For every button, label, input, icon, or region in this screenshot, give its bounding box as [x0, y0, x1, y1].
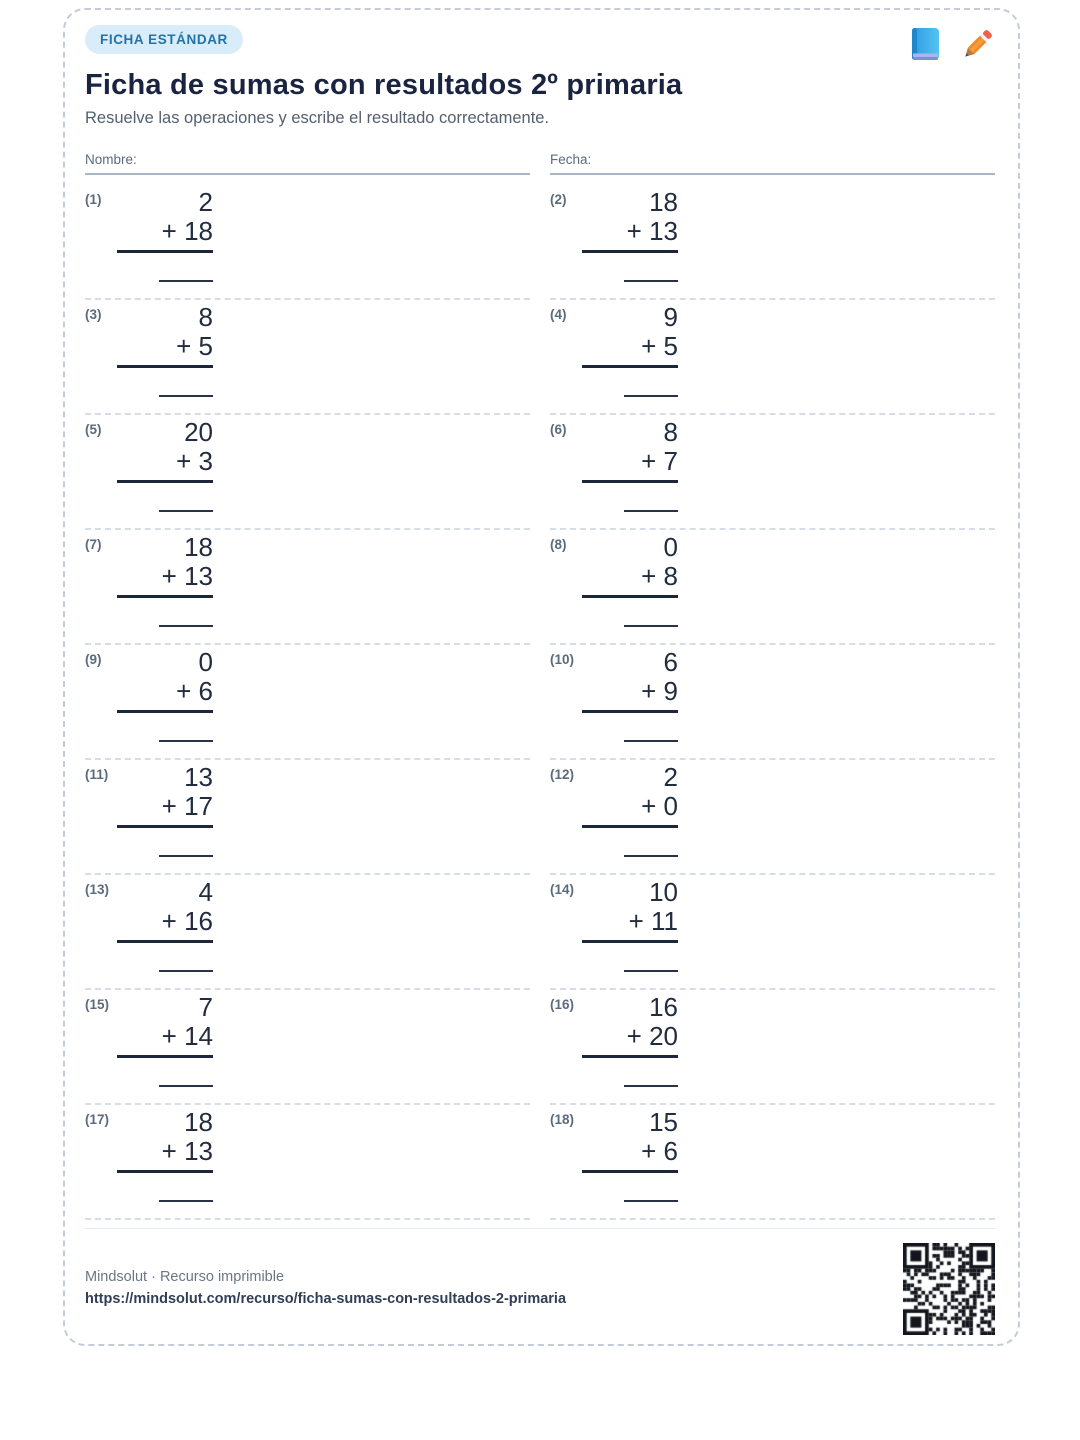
addend-bottom: + 3 [176, 446, 213, 476]
page-title: Ficha de sumas con resultados 2º primaria [85, 69, 683, 101]
problem-number: (13) [85, 882, 110, 897]
pencil-icon [959, 26, 995, 64]
addend-top: 16 [649, 992, 678, 1022]
sum-line [117, 1055, 213, 1058]
addend-bottom: + 7 [641, 446, 678, 476]
problem-number: (7) [85, 537, 102, 552]
problem-number: (17) [85, 1112, 110, 1127]
answer-blank [159, 280, 213, 282]
problem-cell [550, 760, 995, 875]
problem-cell [550, 530, 995, 645]
student-fields [85, 151, 995, 175]
addend-top: 6 [663, 647, 678, 677]
problem-number: (5) [85, 422, 102, 437]
addend-top: 0 [663, 532, 678, 562]
sum-line [582, 710, 678, 713]
addend-bottom: + 5 [641, 331, 678, 361]
answer-blank [624, 510, 678, 512]
addend-bottom: + 18 [161, 216, 213, 246]
problem-cell [85, 990, 530, 1105]
operation-column [85, 645, 213, 742]
answer-blank [624, 1085, 678, 1087]
answer-blank [159, 510, 213, 512]
problem-cell [550, 1105, 995, 1220]
sum-line [582, 1055, 678, 1058]
operation-column [85, 300, 213, 397]
problem-number: (15) [85, 997, 110, 1012]
answer-blank [624, 280, 678, 282]
problem-number: (10) [550, 652, 575, 667]
problem-number: (9) [85, 652, 102, 667]
problem-cell [85, 760, 530, 875]
problem-number: (1) [85, 192, 102, 207]
problem-number: (11) [85, 767, 109, 782]
header-icons [907, 26, 995, 64]
sum-line [582, 250, 678, 253]
problem-number: (18) [550, 1112, 575, 1127]
sum-line [582, 940, 678, 943]
answer-blank [159, 970, 213, 972]
addend-top: 8 [663, 417, 678, 447]
problem-cell [85, 415, 530, 530]
sum-line [582, 1170, 678, 1173]
answer-blank [624, 395, 678, 397]
name-blank-line [85, 173, 530, 175]
addend-bottom: + 8 [641, 561, 678, 591]
addend-top: 18 [184, 1107, 213, 1137]
sum-line [117, 250, 213, 253]
sum-line [582, 595, 678, 598]
sum-line [117, 940, 213, 943]
answer-blank [159, 625, 213, 627]
addend-bottom: + 14 [161, 1021, 213, 1051]
operation-column [85, 530, 213, 627]
answer-blank [624, 1200, 678, 1202]
addend-bottom: + 6 [176, 676, 213, 706]
problem-number: (8) [550, 537, 567, 552]
addend-top: 7 [198, 992, 213, 1022]
addend-bottom: + 16 [161, 906, 213, 936]
answer-blank [624, 625, 678, 627]
addend-bottom: + 20 [626, 1021, 678, 1051]
name-field [85, 151, 530, 175]
worksheet-type-badge: FICHA ESTÁNDAR [85, 25, 243, 54]
problem-cell [550, 645, 995, 760]
addend-top: 4 [198, 877, 213, 907]
addend-bottom: + 5 [176, 331, 213, 361]
sum-line [117, 710, 213, 713]
problem-cell [85, 185, 530, 300]
problem-cell [85, 645, 530, 760]
addend-bottom: + 13 [626, 216, 678, 246]
addend-bottom: + 6 [641, 1136, 678, 1166]
addend-top: 13 [184, 762, 213, 792]
answer-blank [624, 970, 678, 972]
brand-line: Mindsolut · Recurso imprimible [85, 1269, 285, 1285]
addend-top: 15 [649, 1107, 678, 1137]
addend-top: 18 [649, 187, 678, 217]
addend-top: 8 [198, 302, 213, 332]
problem-cell [85, 530, 530, 645]
addend-bottom: + 17 [161, 791, 213, 821]
date-label: Fecha: [550, 152, 592, 167]
sum-line [117, 365, 213, 368]
addend-top: 10 [649, 877, 678, 907]
problem-cell [85, 1105, 530, 1220]
problem-cell [550, 300, 995, 415]
sum-line [582, 365, 678, 368]
answer-blank [159, 855, 213, 857]
page-footer [85, 1228, 995, 1335]
page-subtitle: Resuelve las operaciones y escribe el resultado correctamente. [85, 109, 550, 127]
answer-blank [159, 1200, 213, 1202]
sum-line [582, 480, 678, 483]
operation-column [550, 300, 678, 397]
problem-number: (12) [550, 767, 575, 782]
addend-top: 2 [198, 187, 213, 217]
operation-column [550, 530, 678, 627]
problems-grid [85, 185, 995, 1220]
sum-line [117, 825, 213, 828]
answer-blank [624, 740, 678, 742]
answer-blank [624, 855, 678, 857]
addend-bottom: + 0 [641, 791, 678, 821]
operation-column [85, 185, 213, 282]
addend-top: 20 [184, 417, 213, 447]
sum-line [117, 1170, 213, 1173]
problem-cell [550, 990, 995, 1105]
problem-number: (3) [85, 307, 102, 322]
sum-line [582, 825, 678, 828]
date-field [550, 151, 995, 175]
addend-bottom: + 13 [161, 561, 213, 591]
problem-cell [85, 300, 530, 415]
addend-top: 18 [184, 532, 213, 562]
addend-bottom: + 13 [161, 1136, 213, 1166]
sum-line [117, 480, 213, 483]
answer-blank [159, 395, 213, 397]
book-icon [907, 26, 943, 64]
sum-line [117, 595, 213, 598]
addend-top: 2 [663, 762, 678, 792]
date-blank-line [550, 173, 995, 175]
qr-code [903, 1243, 995, 1335]
problem-number: (16) [550, 997, 575, 1012]
operation-column [550, 415, 678, 512]
problem-cell [550, 875, 995, 990]
problem-number: (4) [550, 307, 567, 322]
answer-blank [159, 740, 213, 742]
resource-url[interactable]: https://mindsolut.com/recurso/ficha-sumas-con-resultados-2-primaria [85, 1291, 567, 1307]
problem-number: (14) [550, 882, 575, 897]
addend-top: 0 [198, 647, 213, 677]
problem-number: (6) [550, 422, 567, 437]
problem-number: (2) [550, 192, 567, 207]
operation-column [85, 415, 213, 512]
problem-cell [550, 415, 995, 530]
addend-bottom: + 9 [641, 676, 678, 706]
operation-column [550, 185, 678, 282]
addend-bottom: + 11 [628, 906, 678, 936]
addend-top: 9 [663, 302, 678, 332]
problem-cell [85, 875, 530, 990]
problem-cell [550, 185, 995, 300]
name-label: Nombre: [85, 152, 137, 167]
answer-blank [159, 1085, 213, 1087]
